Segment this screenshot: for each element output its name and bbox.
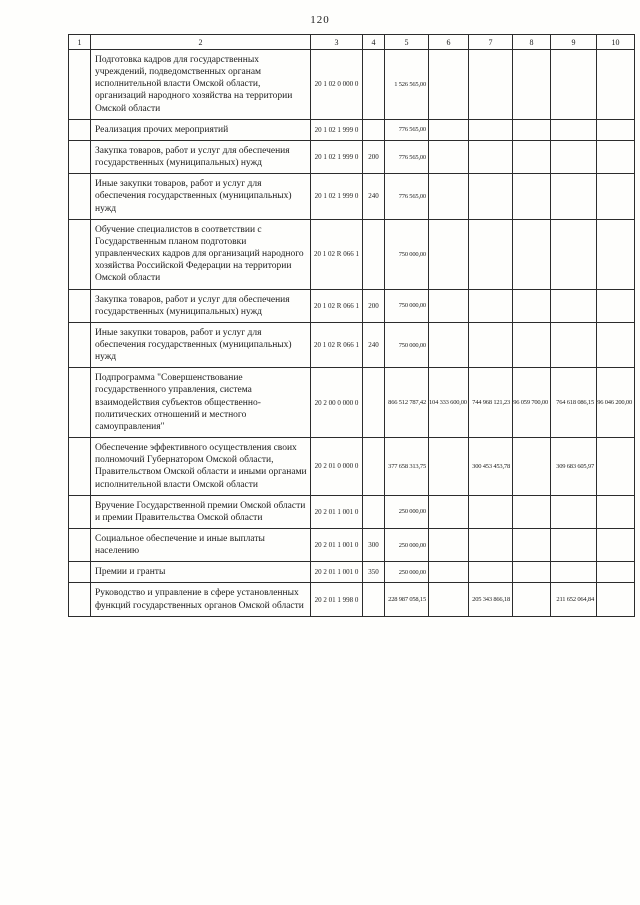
amount-cell xyxy=(429,50,469,120)
table-row xyxy=(69,140,635,173)
header-cell: 10 xyxy=(597,35,635,50)
amount-cell xyxy=(551,529,597,562)
amount-cell xyxy=(551,562,597,583)
code-cell: 20 2 01 1 001 0 xyxy=(311,562,363,583)
code-cell: 20 2 01 0 000 0 xyxy=(311,438,363,496)
row-index-cell xyxy=(69,289,91,322)
row-index-cell xyxy=(69,529,91,562)
amount-cell xyxy=(513,174,551,219)
amount-cell xyxy=(597,50,635,120)
amount-cell xyxy=(597,495,635,528)
amount-cell xyxy=(429,140,469,173)
header-cell: 5 xyxy=(385,35,429,50)
amount-cell xyxy=(429,174,469,219)
amount-cell xyxy=(513,119,551,140)
amount-cell xyxy=(469,289,513,322)
amount-cell xyxy=(429,322,469,367)
row-index-cell xyxy=(69,322,91,367)
amount-cell xyxy=(513,529,551,562)
amount-cell: 228 987 058,15 xyxy=(385,583,429,616)
amount-cell xyxy=(469,174,513,219)
amount-cell xyxy=(513,289,551,322)
table-row xyxy=(69,495,635,528)
table-row xyxy=(69,583,635,616)
name-cell: Обучение специалистов в соответствии с Государственным планом подготовки управленческих кадров для организаций народного хозяйства Российской Федерации на территории Омской области xyxy=(91,219,311,289)
amount-cell xyxy=(513,322,551,367)
amount-cell: 776 565,00 xyxy=(385,174,429,219)
code-cell: 20 2 00 0 000 0 xyxy=(311,368,363,438)
amount-cell: 205 343 866,18 xyxy=(469,583,513,616)
amount-cell: 750 000,00 xyxy=(385,289,429,322)
vr-cell: 240 xyxy=(363,322,385,367)
name-cell: Руководство и управление в сфере установленных функций государственных органов Омской области xyxy=(91,583,311,616)
header-cell: 4 xyxy=(363,35,385,50)
amount-cell xyxy=(429,289,469,322)
amount-cell xyxy=(429,583,469,616)
amount-cell xyxy=(551,289,597,322)
amount-cell xyxy=(551,322,597,367)
amount-cell: 211 652 064,84 xyxy=(551,583,597,616)
table-row xyxy=(69,50,635,120)
code-cell: 20 1 02 1 999 0 xyxy=(311,140,363,173)
amount-cell xyxy=(513,438,551,496)
row-index-cell xyxy=(69,495,91,528)
amount-cell xyxy=(597,322,635,367)
name-cell: Иные закупки товаров, работ и услуг для обеспечения государственных (муниципальных) нужд xyxy=(91,322,311,367)
amount-cell xyxy=(513,50,551,120)
name-cell: Закупка товаров, работ и услуг для обеспечения государственных (муниципальных) нужд xyxy=(91,289,311,322)
code-cell: 20 2 01 1 998 0 xyxy=(311,583,363,616)
name-cell: Подпрограмма "Совершенствование государственного управления, система взаимодействия субъектов общественно-политических отношений и местного самоуправления" xyxy=(91,368,311,438)
amount-cell: 750 000,00 xyxy=(385,322,429,367)
amount-cell xyxy=(429,119,469,140)
vr-cell: 240 xyxy=(363,174,385,219)
name-cell: Премии и гранты xyxy=(91,562,311,583)
amount-cell xyxy=(597,140,635,173)
table-header-row xyxy=(69,35,635,50)
amount-cell: 764 618 086,15 xyxy=(551,368,597,438)
amount-cell xyxy=(551,140,597,173)
table-row xyxy=(69,289,635,322)
row-index-cell xyxy=(69,368,91,438)
vr-cell xyxy=(363,438,385,496)
amount-cell xyxy=(597,119,635,140)
amount-cell: 744 968 121,23 xyxy=(469,368,513,438)
table-body xyxy=(69,35,635,617)
amount-cell xyxy=(551,174,597,219)
amount-cell xyxy=(513,140,551,173)
row-index-cell xyxy=(69,140,91,173)
amount-cell xyxy=(597,529,635,562)
row-index-cell xyxy=(69,562,91,583)
amount-cell: 96 059 700,00 xyxy=(513,368,551,438)
vr-cell: 350 xyxy=(363,562,385,583)
amount-cell xyxy=(469,50,513,120)
name-cell: Иные закупки товаров, работ и услуг для обеспечения государственных (муниципальных) нужд xyxy=(91,174,311,219)
amount-cell xyxy=(469,119,513,140)
amount-cell: 96 046 200,00 xyxy=(597,368,635,438)
table-row xyxy=(69,562,635,583)
amount-cell: 300 453 453,78 xyxy=(469,438,513,496)
name-cell: Обеспечение эффективного осуществления своих полномочий Губернатором Омской области, Правительством Омской области и иными органами исполнительной власти Омской области xyxy=(91,438,311,496)
row-index-cell xyxy=(69,219,91,289)
code-cell: 20 2 01 1 001 0 xyxy=(311,495,363,528)
amount-cell: 309 683 605,97 xyxy=(551,438,597,496)
amount-cell xyxy=(429,529,469,562)
amount-cell xyxy=(429,438,469,496)
amount-cell xyxy=(597,289,635,322)
code-cell: 20 1 02 R 066 1 xyxy=(311,289,363,322)
vr-cell xyxy=(363,583,385,616)
row-index-cell xyxy=(69,438,91,496)
amount-cell xyxy=(597,562,635,583)
name-cell: Вручение Государственной премии Омской области и премии Правительства Омской области xyxy=(91,495,311,528)
amount-cell xyxy=(551,119,597,140)
amount-cell xyxy=(429,495,469,528)
amount-cell: 776 565,00 xyxy=(385,119,429,140)
code-cell: 20 1 02 R 066 1 xyxy=(311,322,363,367)
header-cell: 9 xyxy=(551,35,597,50)
amount-cell xyxy=(551,50,597,120)
header-cell: 1 xyxy=(69,35,91,50)
vr-cell: 200 xyxy=(363,140,385,173)
amount-cell xyxy=(469,495,513,528)
header-cell: 6 xyxy=(429,35,469,50)
budget-table xyxy=(68,34,635,617)
header-cell: 7 xyxy=(469,35,513,50)
header-cell: 3 xyxy=(311,35,363,50)
table-row xyxy=(69,368,635,438)
header-cell: 2 xyxy=(91,35,311,50)
code-cell: 20 1 02 1 999 0 xyxy=(311,119,363,140)
code-cell: 20 1 02 1 999 0 xyxy=(311,174,363,219)
name-cell: Закупка товаров, работ и услуг для обеспечения государственных (муниципальных) нужд xyxy=(91,140,311,173)
row-index-cell xyxy=(69,50,91,120)
table-row xyxy=(69,219,635,289)
amount-cell xyxy=(469,219,513,289)
amount-cell xyxy=(469,140,513,173)
amount-cell xyxy=(469,562,513,583)
table-row xyxy=(69,322,635,367)
vr-cell: 300 xyxy=(363,529,385,562)
name-cell: Подготовка кадров для государственных учреждений, подведомственных органам исполнительной власти Омской области, организаций народного хозяйства на территории Омской области xyxy=(91,50,311,120)
name-cell: Социальное обеспечение и иные выплаты населению xyxy=(91,529,311,562)
amount-cell xyxy=(513,562,551,583)
amount-cell xyxy=(513,583,551,616)
vr-cell xyxy=(363,119,385,140)
code-cell: 20 1 02 0 000 0 xyxy=(311,50,363,120)
amount-cell: 750 000,00 xyxy=(385,219,429,289)
amount-cell xyxy=(469,322,513,367)
page-number: 120 xyxy=(310,14,330,26)
vr-cell xyxy=(363,495,385,528)
amount-cell xyxy=(597,219,635,289)
amount-cell xyxy=(513,495,551,528)
row-index-cell xyxy=(69,583,91,616)
amount-cell xyxy=(597,174,635,219)
amount-cell xyxy=(513,219,551,289)
vr-cell xyxy=(363,368,385,438)
amount-cell xyxy=(429,562,469,583)
amount-cell: 104 333 600,00 xyxy=(429,368,469,438)
amount-cell xyxy=(551,219,597,289)
amount-cell: 866 512 787,42 xyxy=(385,368,429,438)
header-cell: 8 xyxy=(513,35,551,50)
name-cell: Реализация прочих мероприятий xyxy=(91,119,311,140)
row-index-cell xyxy=(69,119,91,140)
amount-cell: 1 526 565,00 xyxy=(385,50,429,120)
amount-cell: 250 000,00 xyxy=(385,562,429,583)
vr-cell: 200 xyxy=(363,289,385,322)
amount-cell xyxy=(551,495,597,528)
amount-cell xyxy=(597,438,635,496)
table-row xyxy=(69,529,635,562)
amount-cell: 776 565,00 xyxy=(385,140,429,173)
amount-cell xyxy=(597,583,635,616)
amount-cell xyxy=(469,529,513,562)
vr-cell xyxy=(363,50,385,120)
table-row xyxy=(69,119,635,140)
row-index-cell xyxy=(69,174,91,219)
code-cell: 20 1 02 R 066 1 xyxy=(311,219,363,289)
amount-cell: 250 000,00 xyxy=(385,495,429,528)
amount-cell xyxy=(429,219,469,289)
code-cell: 20 2 01 1 001 0 xyxy=(311,529,363,562)
amount-cell: 250 000,00 xyxy=(385,529,429,562)
table-row xyxy=(69,174,635,219)
table-row xyxy=(69,438,635,496)
amount-cell: 377 658 313,75 xyxy=(385,438,429,496)
vr-cell xyxy=(363,219,385,289)
